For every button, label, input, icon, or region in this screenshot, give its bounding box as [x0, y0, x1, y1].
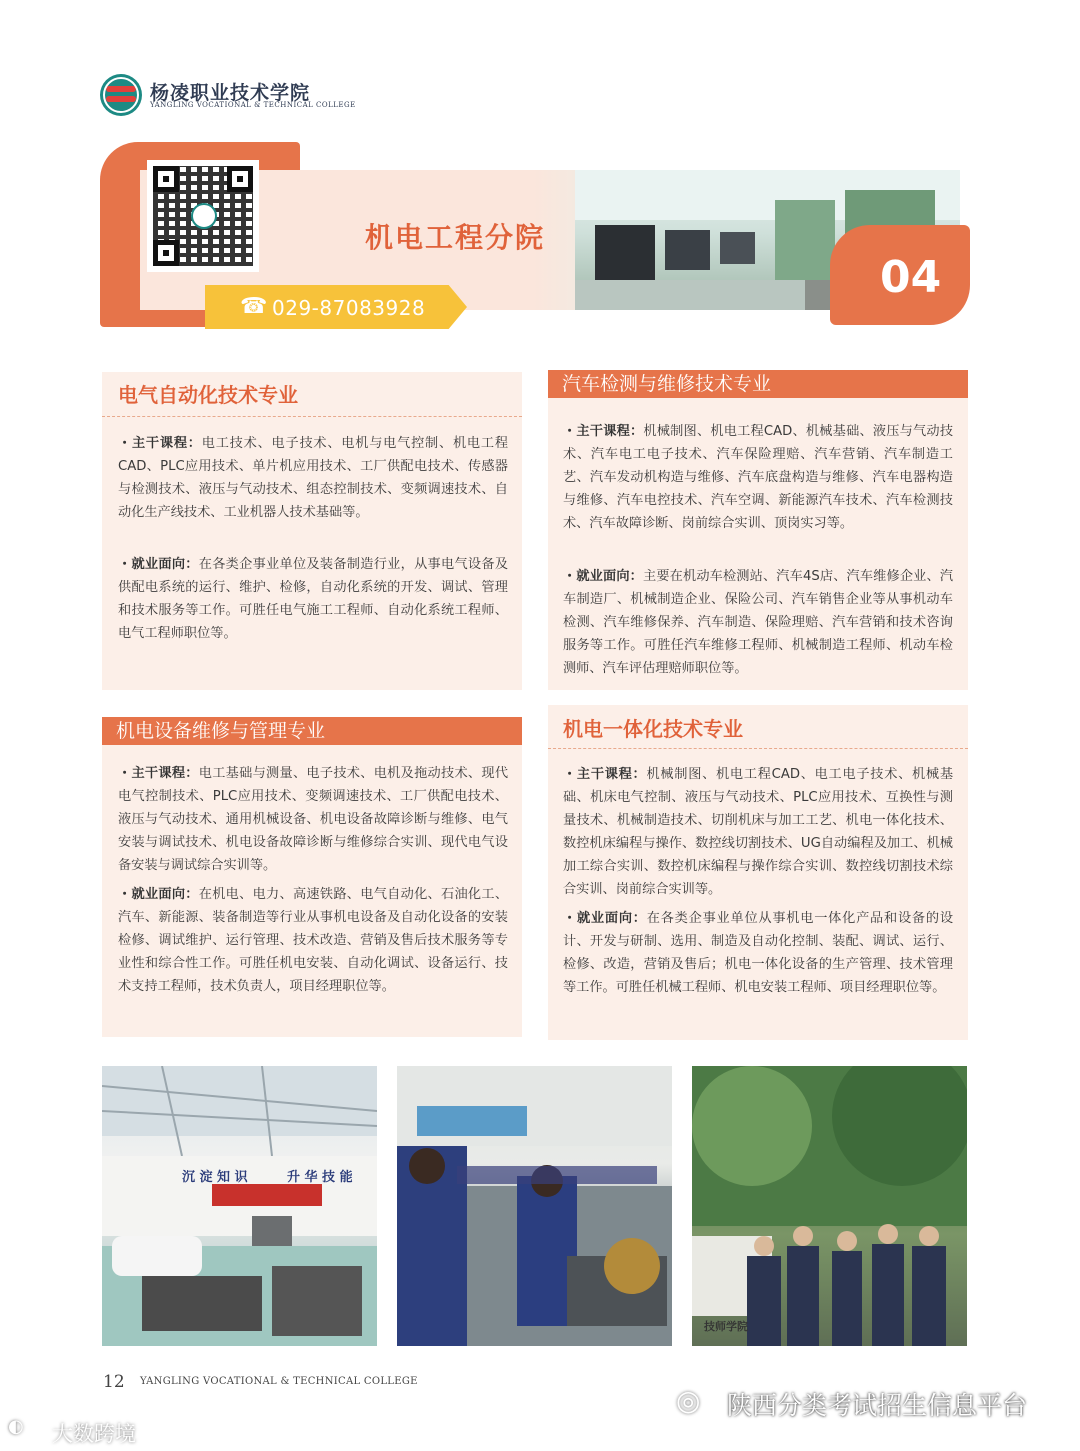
qr-finder-top-right	[227, 166, 253, 192]
divider	[102, 416, 522, 417]
phone-icon: ☎	[240, 294, 268, 319]
section-title: 汽车检测与维修技术专业	[548, 370, 968, 398]
photo-students-lathes	[397, 1066, 672, 1346]
photo-automotive-workshop	[102, 1066, 377, 1346]
courses-text: 机械制图、机电工程CAD、机械基础、液压与气动技术、汽车电工电子技术、汽车保险理赔、汽车营销、汽车制造工艺、汽车发动机构造与维修、汽车底盘构造与维修、汽车电器构造与维修、汽车电控技术、汽车空调、新能源汽车技术、汽车检测技术、汽车故障诊断、岗前综合实训、顶岗实习等。	[563, 424, 954, 531]
section-title: 电气自动化技术专业	[118, 383, 298, 407]
wechat-icon: ◎	[676, 1384, 701, 1417]
jobs-text: 在各类企事业单位及装备制造行业，从事电气设备及供配电系统的运行、维护、检修，自动化系统的开发、调试、管理和技术服务等工作。可胜任电气施工工程师、自动化系统工程师、电气工程师职位等。	[118, 557, 509, 641]
school-name-en: YANGLING VOCATIONAL & TECHNICAL COLLEGE	[150, 101, 356, 109]
jobs-paragraph	[118, 553, 508, 645]
section-number: 04	[880, 252, 942, 303]
courses-text: 机械制图、机电工程CAD、电工电子技术、机械基础、机床电气控制、液压与气动技术、PLC应用技术、互换性与测量技术、机械制造技术、切削机床与加工工艺、机电一体化技术、数控机床编程与操作、数控线切割技术、UG自动编程及加工、机械加工综合实训、数控机床编程与操作综合实训、数控线切割技术综合实训、岗前综合实训等。	[563, 767, 954, 897]
workshop-slogan-left: 沉 淀 知 识	[182, 1170, 248, 1185]
phone-number: 029-87083928	[272, 296, 426, 320]
divider	[548, 748, 968, 749]
qr-finder-top-left	[153, 166, 179, 192]
school-name-cn: 杨凌职业技术学院	[150, 82, 311, 104]
watermark-platform: 陕西分类考试招生信息平台	[727, 1391, 1028, 1420]
courses-paragraph	[118, 432, 508, 524]
department-title: 机电工程分院	[365, 221, 546, 254]
courses-text: 电工基础与测量、电子技术、电机及拖动技术、现代电气控制技术、PLC应用技术、变频调速技术、工厂供配电技术、液压与气动技术、通用机械设备、机电设备故障诊断与维修、电气安装与调试技术、机电设备故障诊断与维修综合实训、现代电气设备安装与调试综合实训等。	[118, 766, 509, 873]
jobs-paragraph	[563, 565, 953, 680]
jobs-text: 在各类企事业单位从事机电一体化产品和设备的设计、开发与研制、选用、制造及自动化控制、装配、调试、运行、检修、改造，营销及售后；机电一体化设备的生产管理、技术管理等工作。可胜任机械工程师、机电安装工程师、项目经理职位等。	[563, 911, 954, 995]
courses-label: ・主干课程：	[118, 436, 202, 451]
workshop-slogan-right: 升 华 技 能	[287, 1170, 353, 1185]
jobs-paragraph	[118, 883, 508, 998]
courses-label: ・主干课程：	[118, 766, 199, 781]
courses-paragraph	[118, 762, 508, 877]
photo-group-outdoor	[692, 1066, 967, 1346]
qr-finder-bottom-left	[153, 240, 179, 266]
courses-paragraph	[563, 420, 953, 535]
courses-text: 电工技术、电子技术、电机与电气控制、机电工程CAD、PLC应用技术、单片机应用技术、工厂供配电技术、传感器与检测技术、液压与气动技术、组态控制技术、变频调速技术、自动化生产线技术、工业机器人技术基础等。	[118, 436, 509, 520]
courses-paragraph	[563, 763, 953, 901]
jobs-label: ・就业面向：	[118, 887, 199, 902]
section-title: 机电设备维修与管理专业	[102, 717, 522, 745]
page-number: 12	[103, 1372, 125, 1392]
jobs-label: ・就业面向：	[563, 911, 647, 926]
jobs-text: 在机电、电力、高速铁路、电气自动化、石油化工、汽车、新能源、装备制造等行业从事机电设备及自动化设备的安装检修、调试维护、运行管理、技术改造、营销及售后技术服务等专业性和综合性工作。可胜任机电安装、自动化调试、设备运行、技术支持工程师，技术负责人，项目经理职位等。	[118, 887, 509, 994]
footer-college-name: YANGLING VOCATIONAL & TECHNICAL COLLEGE	[140, 1376, 418, 1387]
jobs-paragraph	[563, 907, 953, 999]
qr-center-logo	[191, 203, 217, 229]
courses-label: ・主干课程：	[563, 424, 644, 439]
watermark-brand: 大数跨境	[52, 1422, 136, 1446]
watermark-logo-icon: ◐	[8, 1416, 24, 1437]
college-logo	[100, 74, 142, 116]
plaque-text: 技师学院	[704, 1320, 748, 1333]
section-title: 机电一体化技术专业	[563, 717, 743, 741]
jobs-label: ・就业面向：	[118, 557, 199, 572]
courses-label: ・主干课程：	[563, 767, 647, 782]
jobs-label: ・就业面向：	[563, 569, 643, 584]
jobs-text: 主要在机动车检测站、汽车4S店、汽车维修企业、汽车制造厂、机械制造企业、保险公司、汽车销售企业等从事机动车检测、汽车维修保养、汽车制造、保险理赔、汽车营销和技术咨询服务等工作。可胜任汽车维修工程师、机械制造工程师、机动车检测师、汽车评估理赔师职位等。	[563, 569, 954, 676]
